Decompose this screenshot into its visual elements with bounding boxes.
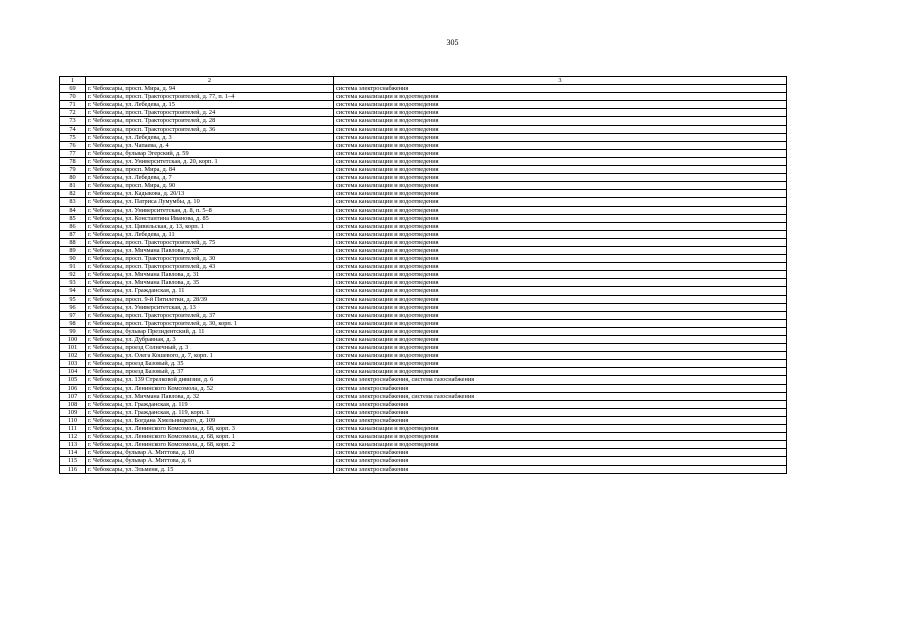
row-number: 78 [60, 157, 86, 165]
table-row [60, 109, 787, 117]
row-number: 69 [60, 85, 86, 93]
row-number: 88 [60, 238, 86, 246]
row-address: г. Чебоксары, ул. Гражданская, д. 11 [86, 287, 334, 295]
table-row [60, 392, 787, 400]
table-row [60, 93, 787, 101]
row-address: г. Чебоксары, ул. Эльменя, д. 15 [86, 465, 334, 473]
table-row [60, 400, 787, 408]
row-number: 80 [60, 174, 86, 182]
table-row [60, 101, 787, 109]
row-address: г. Чебоксары, просп. Тракторостроителей, д. 37 [86, 311, 334, 319]
row-number: 116 [60, 465, 86, 473]
table-row [60, 416, 787, 424]
row-system: система электроснабжения [334, 416, 787, 424]
row-system: система электроснабжения [334, 384, 787, 392]
table-row [60, 457, 787, 465]
row-number: 106 [60, 384, 86, 392]
table-row [60, 425, 787, 433]
row-address: г. Чебоксары, проезд Базовый, д. 35 [86, 360, 334, 368]
table-row [60, 311, 787, 319]
table-row [60, 238, 787, 246]
row-system: система канализации и водоотведения [334, 222, 787, 230]
table-row [60, 344, 787, 352]
table-row [60, 279, 787, 287]
row-number: 103 [60, 360, 86, 368]
row-system: система канализации и водоотведения [334, 117, 787, 125]
row-address: г. Чебоксары, ул. Мичмана Павлова, д. 31 [86, 271, 334, 279]
row-system: система канализации и водоотведения [334, 93, 787, 101]
table-row [60, 222, 787, 230]
row-system: система электроснабжения, система газоснабжения [334, 392, 787, 400]
row-address: г. Чебоксары, ул. Университетская, д. 8, п. 5–8 [86, 206, 334, 214]
row-system: система канализации и водоотведения [334, 182, 787, 190]
row-address: г. Чебоксары, просп. Тракторостроителей, д. 30 [86, 255, 334, 263]
row-address: г. Чебоксары, просп. Тракторостроителей, д. 43 [86, 263, 334, 271]
row-number: 93 [60, 279, 86, 287]
table-row [60, 198, 787, 206]
row-number: 76 [60, 141, 86, 149]
row-address: г. Чебоксары, ул. Чапаева, д. 4 [86, 141, 334, 149]
table-row [60, 449, 787, 457]
table-row [60, 303, 787, 311]
page-number: 305 [446, 38, 459, 47]
row-system: система канализации и водоотведения [334, 133, 787, 141]
row-number: 81 [60, 182, 86, 190]
table-row [60, 149, 787, 157]
row-number: 82 [60, 190, 86, 198]
row-number: 105 [60, 376, 86, 384]
row-system: система канализации и водоотведения [334, 214, 787, 222]
row-number: 91 [60, 263, 86, 271]
row-number: 113 [60, 441, 86, 449]
table-row [60, 166, 787, 174]
row-address: г. Чебоксары, ул. Мичмана Павлова, д. 32 [86, 392, 334, 400]
row-number: 74 [60, 125, 86, 133]
row-number: 94 [60, 287, 86, 295]
table-row [60, 255, 787, 263]
table-row [60, 384, 787, 392]
row-address: г. Чебоксары, ул. Дубравная, д. 3 [86, 336, 334, 344]
row-system: система канализации и водоотведения [334, 271, 787, 279]
row-number: 95 [60, 295, 86, 303]
table-row [60, 376, 787, 384]
row-address: г. Чебоксары, ул. Гражданская, д. 119, корп. 1 [86, 408, 334, 416]
row-system: система канализации и водоотведения [334, 303, 787, 311]
row-address: г. Чебоксары, проезд Базовый, д. 37 [86, 368, 334, 376]
row-number: 96 [60, 303, 86, 311]
row-number: 77 [60, 149, 86, 157]
row-number: 115 [60, 457, 86, 465]
row-system: система канализации и водоотведения [334, 360, 787, 368]
row-system: система канализации и водоотведения [334, 166, 787, 174]
row-system: система электроснабжения [334, 400, 787, 408]
row-system: система канализации и водоотведения [334, 190, 787, 198]
row-address: г. Чебоксары, ул. Патриса Лумумбы, д. 10 [86, 198, 334, 206]
row-address: г. Чебоксары, просп. Тракторостроителей, д. 28 [86, 117, 334, 125]
table-row [60, 85, 787, 93]
row-system: система канализации и водоотведения [334, 336, 787, 344]
row-address: г. Чебоксары, ул. Ленинского Комсомола, д. 68, корп. 2 [86, 441, 334, 449]
row-system: система канализации и водоотведения [334, 125, 787, 133]
column-header-2: 2 [86, 77, 334, 85]
row-number: 112 [60, 433, 86, 441]
row-number: 101 [60, 344, 86, 352]
row-address: г. Чебоксары, просп. Тракторостроителей, д. 75 [86, 238, 334, 246]
table-row [60, 295, 787, 303]
row-address: г. Чебоксары, ул. Лебедева, д. 15 [86, 101, 334, 109]
row-number: 89 [60, 246, 86, 254]
row-address: г. Чебоксары, ул. Ленинского Комсомола, д. 68, корп. 3 [86, 425, 334, 433]
row-address: г. Чебоксары, ул. Мичмана Павлова, д. 35 [86, 279, 334, 287]
row-number: 108 [60, 400, 86, 408]
row-number: 104 [60, 368, 86, 376]
row-number: 70 [60, 93, 86, 101]
row-address: г. Чебоксары, ул. Лебедева, д. 3 [86, 133, 334, 141]
row-number: 90 [60, 255, 86, 263]
row-system: система канализации и водоотведения [334, 238, 787, 246]
table-row [60, 157, 787, 165]
table-row [60, 133, 787, 141]
row-system: система канализации и водоотведения [334, 149, 787, 157]
table-row [60, 174, 787, 182]
row-system: система электроснабжения [334, 408, 787, 416]
row-address: г. Чебоксары, просп. 9-й Пятилетки, д. 28/39 [86, 295, 334, 303]
row-system: система канализации и водоотведения [334, 311, 787, 319]
row-system: система канализации и водоотведения [334, 279, 787, 287]
row-address: г. Чебоксары, ул. Богдана Хмельницкого, д. 109 [86, 416, 334, 424]
row-address: г. Чебоксары, ул. Ленинского Комсомола, д. 68, корп. 1 [86, 433, 334, 441]
row-number: 97 [60, 311, 86, 319]
row-number: 102 [60, 352, 86, 360]
row-number: 75 [60, 133, 86, 141]
row-system: система канализации и водоотведения [334, 263, 787, 271]
row-number: 73 [60, 117, 86, 125]
row-system: система канализации и водоотведения [334, 287, 787, 295]
table-row [60, 206, 787, 214]
row-number: 84 [60, 206, 86, 214]
row-system: система канализации и водоотведения [334, 368, 787, 376]
row-system: система канализации и водоотведения [334, 344, 787, 352]
table-row [60, 336, 787, 344]
row-system: система канализации и водоотведения [334, 425, 787, 433]
row-address: г. Чебоксары, просп. Мира, д. 94 [86, 85, 334, 93]
objects-table [59, 76, 787, 474]
table-row [60, 287, 787, 295]
row-number: 85 [60, 214, 86, 222]
row-address: г. Чебоксары, проезд Солнечный, д. 3 [86, 344, 334, 352]
row-address: г. Чебоксары, бульвар А. Миттова, д. 6 [86, 457, 334, 465]
row-address: г. Чебоксары, бульвар Эгерский, д. 59 [86, 149, 334, 157]
row-address: г. Чебоксары, ул. Университетская, д. 13 [86, 303, 334, 311]
row-number: 87 [60, 230, 86, 238]
row-address: г. Чебоксары, ул. Ленинского Комсомола, д. 52 [86, 384, 334, 392]
row-system: система канализации и водоотведения [334, 319, 787, 327]
table-row [60, 141, 787, 149]
row-address: г. Чебоксары, бульвар А. Миттова, д. 10 [86, 449, 334, 457]
row-number: 98 [60, 319, 86, 327]
row-address: г. Чебоксары, ул. Мичмана Павлова, д. 37 [86, 246, 334, 254]
row-number: 71 [60, 101, 86, 109]
row-address: г. Чебоксары, ул. Гражданская, д. 119 [86, 400, 334, 408]
row-system: система электроснабжения [334, 449, 787, 457]
table-header-row [60, 77, 787, 85]
row-number: 110 [60, 416, 86, 424]
table-row [60, 465, 787, 473]
table-row [60, 246, 787, 254]
row-system: система канализации и водоотведения [334, 327, 787, 335]
row-address: г. Чебоксары, ул. Цивильская, д. 13, корп. 1 [86, 222, 334, 230]
table-row [60, 263, 787, 271]
table-row [60, 360, 787, 368]
row-number: 99 [60, 327, 86, 335]
table-row [60, 319, 787, 327]
table-row [60, 230, 787, 238]
row-address: г. Чебоксары, ул. Константина Иванова, д. 85 [86, 214, 334, 222]
table-row [60, 117, 787, 125]
row-address: г. Чебоксары, просп. Тракторостроителей, д. 24 [86, 109, 334, 117]
row-system: система канализации и водоотведения [334, 352, 787, 360]
row-address: г. Чебоксары, ул. Лебедева, д. 11 [86, 230, 334, 238]
row-system: система канализации и водоотведения [334, 246, 787, 254]
row-number: 92 [60, 271, 86, 279]
row-system: система электроснабжения [334, 457, 787, 465]
row-address: г. Чебоксары, ул. Олега Кошевого, д. 7, корп. 1 [86, 352, 334, 360]
table-row [60, 352, 787, 360]
table-row [60, 182, 787, 190]
row-number: 79 [60, 166, 86, 174]
row-system: система электроснабжения [334, 85, 787, 93]
row-system: система канализации и водоотведения [334, 157, 787, 165]
row-address: г. Чебоксары, бульвар Президентский, д. 11 [86, 327, 334, 335]
row-system: система канализации и водоотведения [334, 141, 787, 149]
row-system: система канализации и водоотведения [334, 206, 787, 214]
row-address: г. Чебоксары, ул. Кадыкова, д. 20/13 [86, 190, 334, 198]
row-address: г. Чебоксары, просп. Тракторостроителей, д. 36 [86, 125, 334, 133]
row-number: 109 [60, 408, 86, 416]
row-system: система канализации и водоотведения [334, 174, 787, 182]
row-system: система электроснабжения, система газоснабжения [334, 376, 787, 384]
row-number: 83 [60, 198, 86, 206]
row-address: г. Чебоксары, просп. Тракторостроителей, д. 30, корп. 1 [86, 319, 334, 327]
table-row [60, 271, 787, 279]
row-number: 107 [60, 392, 86, 400]
table-row [60, 441, 787, 449]
row-system: система канализации и водоотведения [334, 433, 787, 441]
row-number: 114 [60, 449, 86, 457]
row-address: г. Чебоксары, ул. 139 Стрелковой дивизии, д. 6 [86, 376, 334, 384]
row-address: г. Чебоксары, просп. Мира, д. 84 [86, 166, 334, 174]
row-system: система канализации и водоотведения [334, 295, 787, 303]
row-address: г. Чебоксары, просп. Мира, д. 90 [86, 182, 334, 190]
row-number: 100 [60, 336, 86, 344]
table-row [60, 368, 787, 376]
table-row [60, 433, 787, 441]
column-header-3: 3 [334, 77, 787, 85]
row-system: система канализации и водоотведения [334, 255, 787, 263]
row-system: система канализации и водоотведения [334, 109, 787, 117]
table-row [60, 327, 787, 335]
row-address: г. Чебоксары, просп. Тракторостроителей, д. 77, п. 1–4 [86, 93, 334, 101]
row-address: г. Чебоксары, ул. Лебедева, д. 7 [86, 174, 334, 182]
row-system: система канализации и водоотведения [334, 101, 787, 109]
row-system: система канализации и водоотведения [334, 230, 787, 238]
row-system: система канализации и водоотведения [334, 441, 787, 449]
table-row [60, 214, 787, 222]
table-row [60, 125, 787, 133]
table-row [60, 190, 787, 198]
column-header-1: 1 [60, 77, 86, 85]
table-row [60, 408, 787, 416]
row-number: 111 [60, 425, 86, 433]
row-address: г. Чебоксары, ул. Университетская, д. 20, корп. 1 [86, 157, 334, 165]
row-number: 72 [60, 109, 86, 117]
row-system: система электроснабжения [334, 465, 787, 473]
row-system: система канализации и водоотведения [334, 198, 787, 206]
row-number: 86 [60, 222, 86, 230]
